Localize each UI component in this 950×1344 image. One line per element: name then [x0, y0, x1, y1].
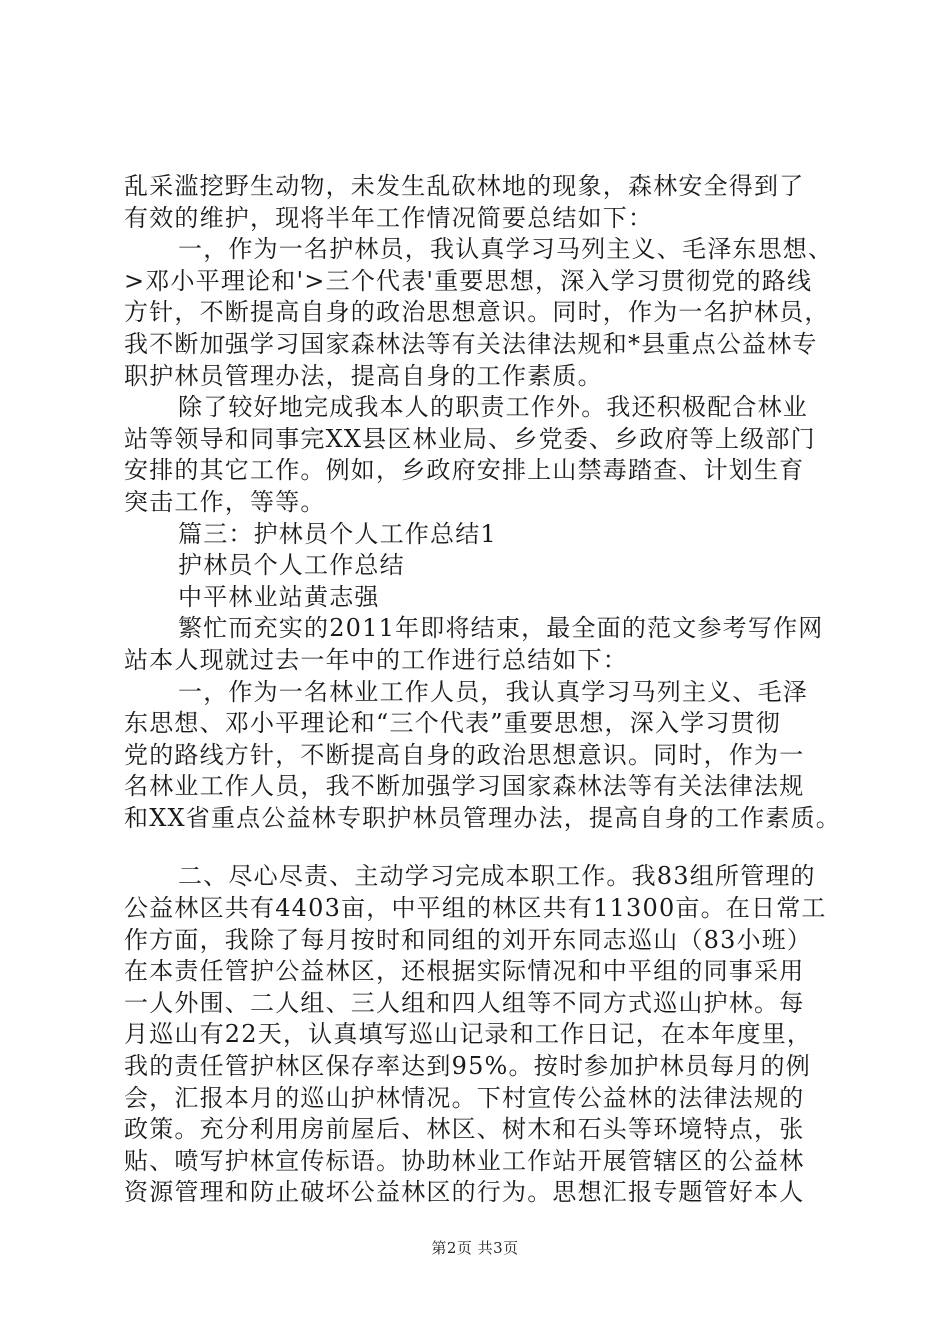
- text-line: 二、尽心尽责、主动学习完成本职工作。我83组所管理的: [178, 862, 816, 891]
- text-line: 一，作为一名护林员，我认真学习马列主义、毛泽东思想、: [178, 235, 834, 264]
- text-line: 安排的其它工作。例如，乡政府安排上山禁毒踏查、计划生育: [124, 456, 805, 485]
- text-line: 护林员个人工作总结: [178, 551, 405, 580]
- text-line: 公益林区共有4403亩，中平组的林区共有11300亩。在日常工: [124, 894, 827, 923]
- text-line: 会，汇报本月的巡山护林情况。下村宣传公益林的法律法规的: [124, 1083, 805, 1112]
- text-line: 站等领导和同事完XX县区林业局、乡党委、乡政府等上级部门: [124, 424, 816, 453]
- text-line: 资源管理和防止破坏公益林区的行为。思想汇报专题管好本人: [124, 1178, 805, 1207]
- text-line: 除了较好地完成我本人的职责工作外。我还积极配合林业: [178, 393, 808, 422]
- text-line: 作方面，我除了每月按时和同组的刘开东同志巡山（83小班）: [124, 925, 813, 954]
- text-line: 名林业工作人员，我不断加强学习国家森林法等有关法律法规: [124, 772, 805, 801]
- text-line: 乱采滥挖野生动物，未发生乱砍林地的现象，森林安全得到了: [124, 172, 805, 200]
- text-line: 我不断加强学习国家森林法等有关法律法规和*县重点公益林专: [124, 329, 818, 358]
- text-line: 月巡山有22天，认真填写巡山记录和工作日记，在本年度里，: [124, 1020, 813, 1049]
- document-body: [124, 171, 864, 1209]
- text-line: 政策。充分利用房前屋后、林区、树木和石头等环境特点，张: [124, 1115, 805, 1144]
- text-line: 方针，不断提高自身的政治思想意识。同时，作为一名护林员，: [124, 298, 830, 327]
- text-line: 一，作为一名林业工作人员，我认真学习马列主义、毛泽: [178, 677, 808, 706]
- text-line: 突击工作，等等。: [124, 487, 326, 516]
- text-line: 东思想、邓小平理论和“三个代表”重要思想，深入学习贯彻: [124, 709, 781, 738]
- text-line: 和XX省重点公益林专职护林员管理办法，提高自身的工作素质。: [124, 803, 841, 832]
- paragraph-gap: [124, 834, 864, 861]
- page-footer: 第2页 共3页: [431, 1239, 519, 1257]
- text-line: 中平林业站黄志强: [178, 582, 380, 611]
- text-line: 一人外围、二人组、三人组和四人组等不同方式巡山护林。每: [124, 988, 805, 1017]
- text-line: 篇三：护林员个人工作总结1: [178, 519, 497, 548]
- text-line: 繁忙而充实的2011年即将结束，最全面的范文参考写作网: [178, 614, 824, 643]
- text-line: 站本人现就过去一年中的工作进行总结如下：: [124, 645, 628, 674]
- text-block-2: [124, 861, 864, 1209]
- text-line: 职护林员管理办法，提高自身的工作素质。: [124, 361, 603, 390]
- text-block-1: [124, 171, 864, 834]
- text-line: >邓小平理论和'>三个代表'重要思想，深入学习贯彻党的路线: [124, 266, 813, 295]
- text-line: 在本责任管护公益林区，还根据实际情况和中平组的同事采用: [124, 957, 805, 986]
- text-line: 党的路线方针，不断提高自身的政治思想意识。同时，作为一: [124, 740, 805, 769]
- text-line: 我的责任管护林区保存率达到95%。按时参加护林员每月的例: [124, 1052, 811, 1081]
- text-line: 贴、喷写护林宣传标语。协助林业工作站开展管辖区的公益林: [124, 1146, 805, 1175]
- text-line: 有效的维护，现将半年工作情况简要总结如下：: [124, 203, 654, 232]
